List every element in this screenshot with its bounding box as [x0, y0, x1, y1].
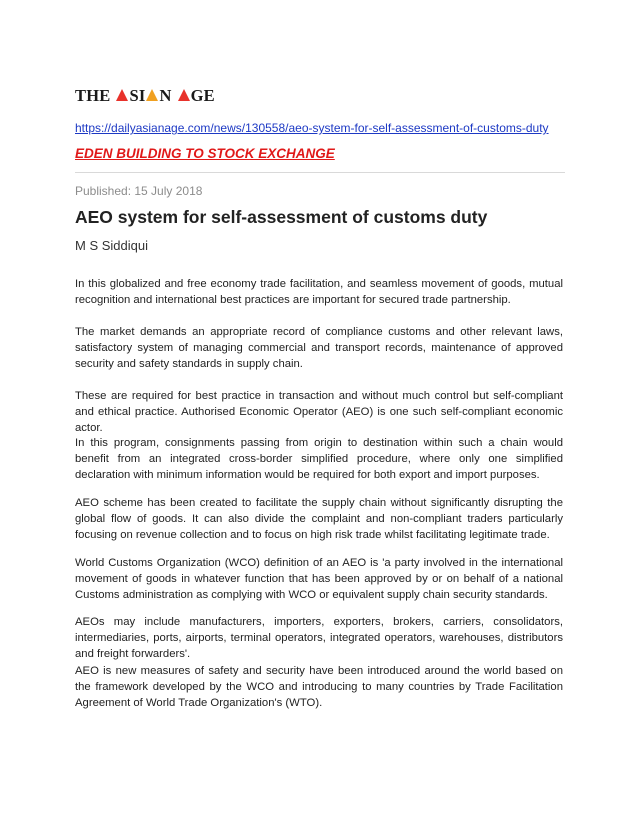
paragraph: In this program, consignments passing from origin to destination within such a chain would benefit from an integrated cross-border simplified procedure, where only one simplified declaration with minimum information would be required for both export and import purposes. — [75, 437, 563, 481]
logo-text-si: SI — [129, 86, 146, 105]
paragraph: AEOs may include manufacturers, importers, exporters, brokers, carriers, consolidators, intermediaries, ports, airports, terminal operators, integrated operators, warehouses, distributors and freight forwarders'. — [75, 616, 563, 660]
logo-text-ge: GE — [190, 86, 215, 105]
logo-a-triangle-icon — [146, 89, 158, 101]
paragraph: AEO scheme has been created to facilitate the supply chain without significantly disrupting the global flow of goods. It can also divide the complaint and non-compliant traders particularly focusing on revenue collection and to focus on high risk trade whilst facilitating legitimate trade. — [75, 497, 563, 541]
source-link[interactable]: https://dailyasianage.com/news/130558/aeo-system-for-self-assessment-of-customs-duty — [75, 121, 549, 135]
logo-text-n: N — [159, 86, 172, 105]
paragraph: In this globalized and free economy trade facilitation, and seamless movement of goods, mutual recognition and international best practices are important for secured trade partnership. — [75, 278, 563, 306]
logo-a-triangle-icon — [178, 89, 190, 101]
divider — [75, 172, 565, 173]
paragraph: World Customs Organization (WCO) definition of an AEO is 'a party involved in the international movement of goods in whatever function that has been approved by or on behalf of a national Customs administration as complying with WCO or equivalent supply chain security standards. — [75, 557, 563, 601]
logo-text-the: THE — [75, 86, 111, 105]
published-date: Published: 15 July 2018 — [75, 184, 203, 198]
section-heading: EDEN BUILDING TO STOCK EXCHANGE — [75, 146, 335, 161]
paragraph: The market demands an appropriate record of compliance customs and other relevant laws, satisfactory system of managing commercial and transport records, maintenance of approved security and safety standards in supply chain. — [75, 326, 563, 370]
author-byline: M S Siddiqui — [75, 238, 148, 253]
paragraph: AEO is new measures of safety and security have been introduced around the world based on the framework developed by the WCO and introducing to many countries by Trade Facilitation Agreement of World Trade Organization's (WTO). — [75, 665, 563, 709]
article-headline: AEO system for self-assessment of customs duty — [75, 207, 488, 227]
paragraph: These are required for best practice in transaction and without much control but self-compliant and ethical practice. Authorised Economic Operator (AEO) is one such self-compliant economic actor. — [75, 390, 563, 434]
logo-a-triangle-icon — [116, 89, 128, 101]
masthead-logo — [75, 87, 215, 105]
